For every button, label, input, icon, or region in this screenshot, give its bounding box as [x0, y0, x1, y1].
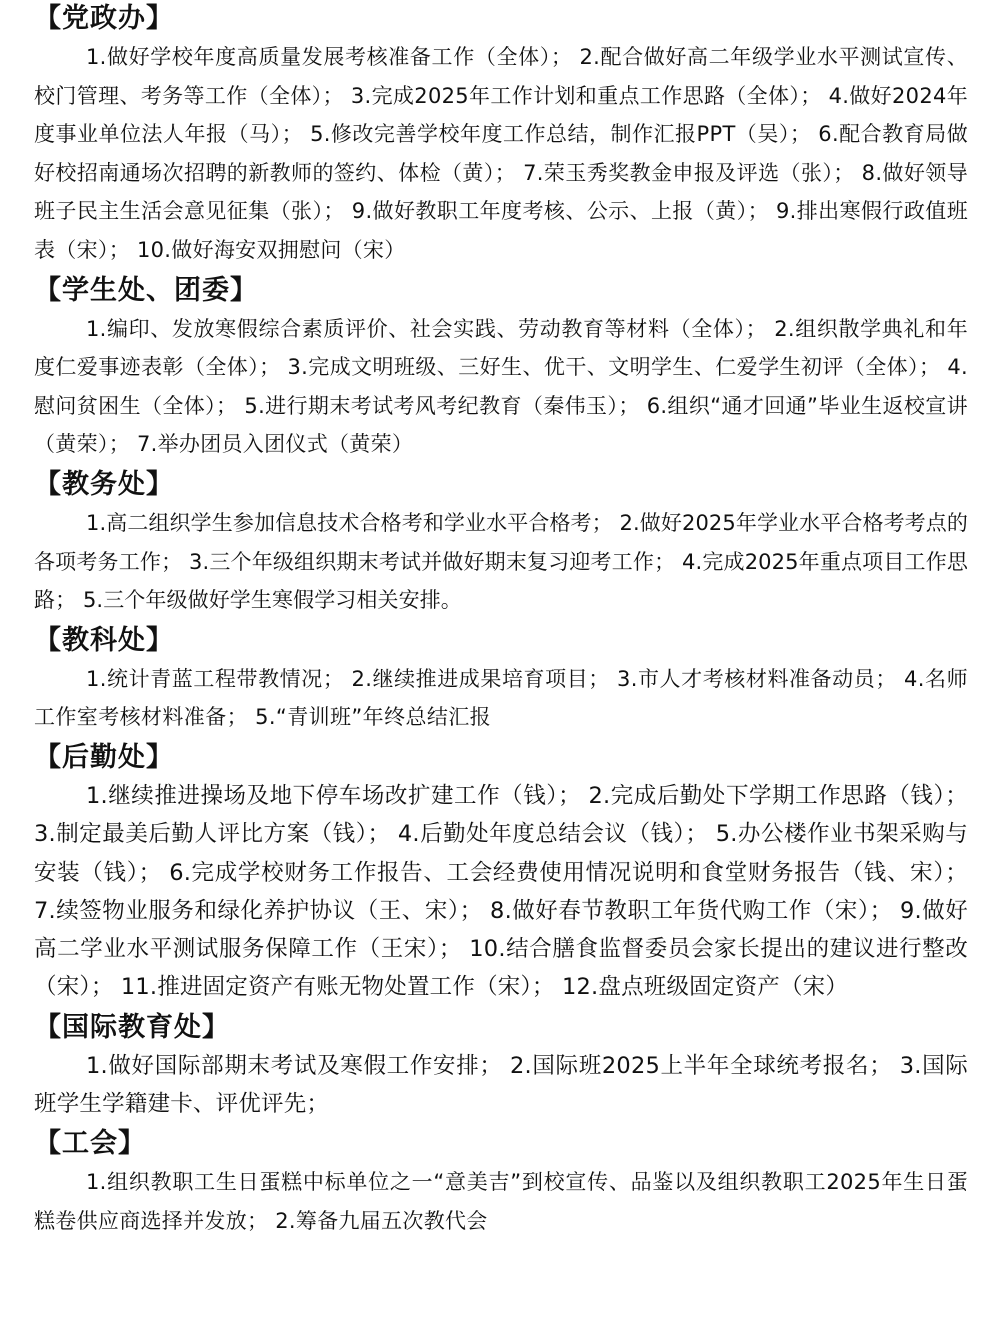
section-teaching-research	[34, 622, 968, 737]
section-body: 1.做好学校年度高质量发展考核准备工作（全体）； 2.配合做好高二年级学业水平测试宣传、校门管理、考务等工作（全体）； 3.完成2025年工作计划和重点工作思路（全体）； 4.做好2024年度事业单位法人年报（马）； 5.修改完善学校年度工作总结，制作汇报PPT（吴）； 6.配合教育局做好校招南通场次招聘的新教师的签约、体检（黄）； 7.荣玉秀奖教金申报及评选（张）； 8.做好领导班子民主生活会意见征集（张）； 9.做好教职工年度考核、公示、上报（黄）； 9.排出寒假行政值班表（宋）； 10.做好海安双拥慰问（宋）	[34, 45, 968, 262]
section-international-education	[34, 1009, 968, 1124]
section-title: 【国际教育处】	[34, 1011, 230, 1043]
section-body: 1.继续推进操场及地下停车场改扩建工作（钱）； 2.完成后勤处下学期工作思路（钱）； 3.制定最美后勤人评比方案（钱）； 4.后勤处年度总结会议（钱）； 5.办公楼作业书架采购与安装（钱）； 6.完成学校财务工作报告、工会经费使用情况说明和食堂财务报告（钱、宋）； 7.续签物业服务和绿化养护协议（王、宋）； 8.做好春节教职工年货代购工作（宋）； 9.做好高二学业水平测试服务保障工作（王宋）； 10.结合膳食监督委员会家长提出的建议进行整改（宋）； 11.推进固定资产有账无物处置工作（宋）； 12.盘点班级固定资产（宋）	[34, 782, 968, 1001]
section-student-affairs-youth-league	[34, 272, 968, 464]
section-body: 1.统计青蓝工程带教情况； 2.继续推进成果培育项目； 3.市人才考核材料准备动员； 4.名师工作室考核材料准备； 5.“青训班”年终总结汇报	[34, 666, 968, 730]
section-labor-union	[34, 1125, 968, 1240]
section-title: 【教科处】	[34, 624, 174, 656]
section-logistics	[34, 739, 968, 1007]
section-body: 1.高二组织学生参加信息技术合格考和学业水平合格考； 2.做好2025年学业水平合格考考点的各项考务工作； 3.三个年级组织期末考试并做好期末复习迎考工作； 4.完成2025年重点项目工作思路； 5.三个年级做好学生寒假学习相关安排。	[34, 510, 968, 613]
section-title: 【学生处、团委】	[34, 274, 258, 306]
section-party-government-office	[34, 0, 968, 270]
section-academic-affairs	[34, 466, 968, 620]
section-body: 1.编印、发放寒假综合素质评价、社会实践、劳动教育等材料（全体）； 2.组织散学典礼和年度仁爱事迹表彰（全体）； 3.完成文明班级、三好生、优干、文明学生、仁爱学生初评（全体）； 4.慰问贫困生（全体）； 5.进行期末考试考风考纪教育（秦伟玉）； 6.组织“通才回通”毕业生返校宣讲（黄荣）； 7.举办团员入团仪式（黄荣）	[34, 316, 968, 457]
section-body: 1.做好国际部期末考试及寒假工作安排； 2.国际班2025上半年全球统考报名； 3.国际班学生学籍建卡、评优评先；	[34, 1052, 968, 1117]
section-body: 1.组织教职工生日蛋糕中标单位之一“意美吉”到校宣传、品鉴以及组织教职工2025年生日蛋糕卷供应商选择并发放； 2.筹备九届五次教代会	[34, 1170, 968, 1233]
section-title: 【党政办】	[34, 3, 174, 34]
section-title: 【工会】	[34, 1128, 146, 1160]
section-title: 【教务处】	[34, 468, 174, 500]
section-title: 【后勤处】	[34, 741, 174, 773]
